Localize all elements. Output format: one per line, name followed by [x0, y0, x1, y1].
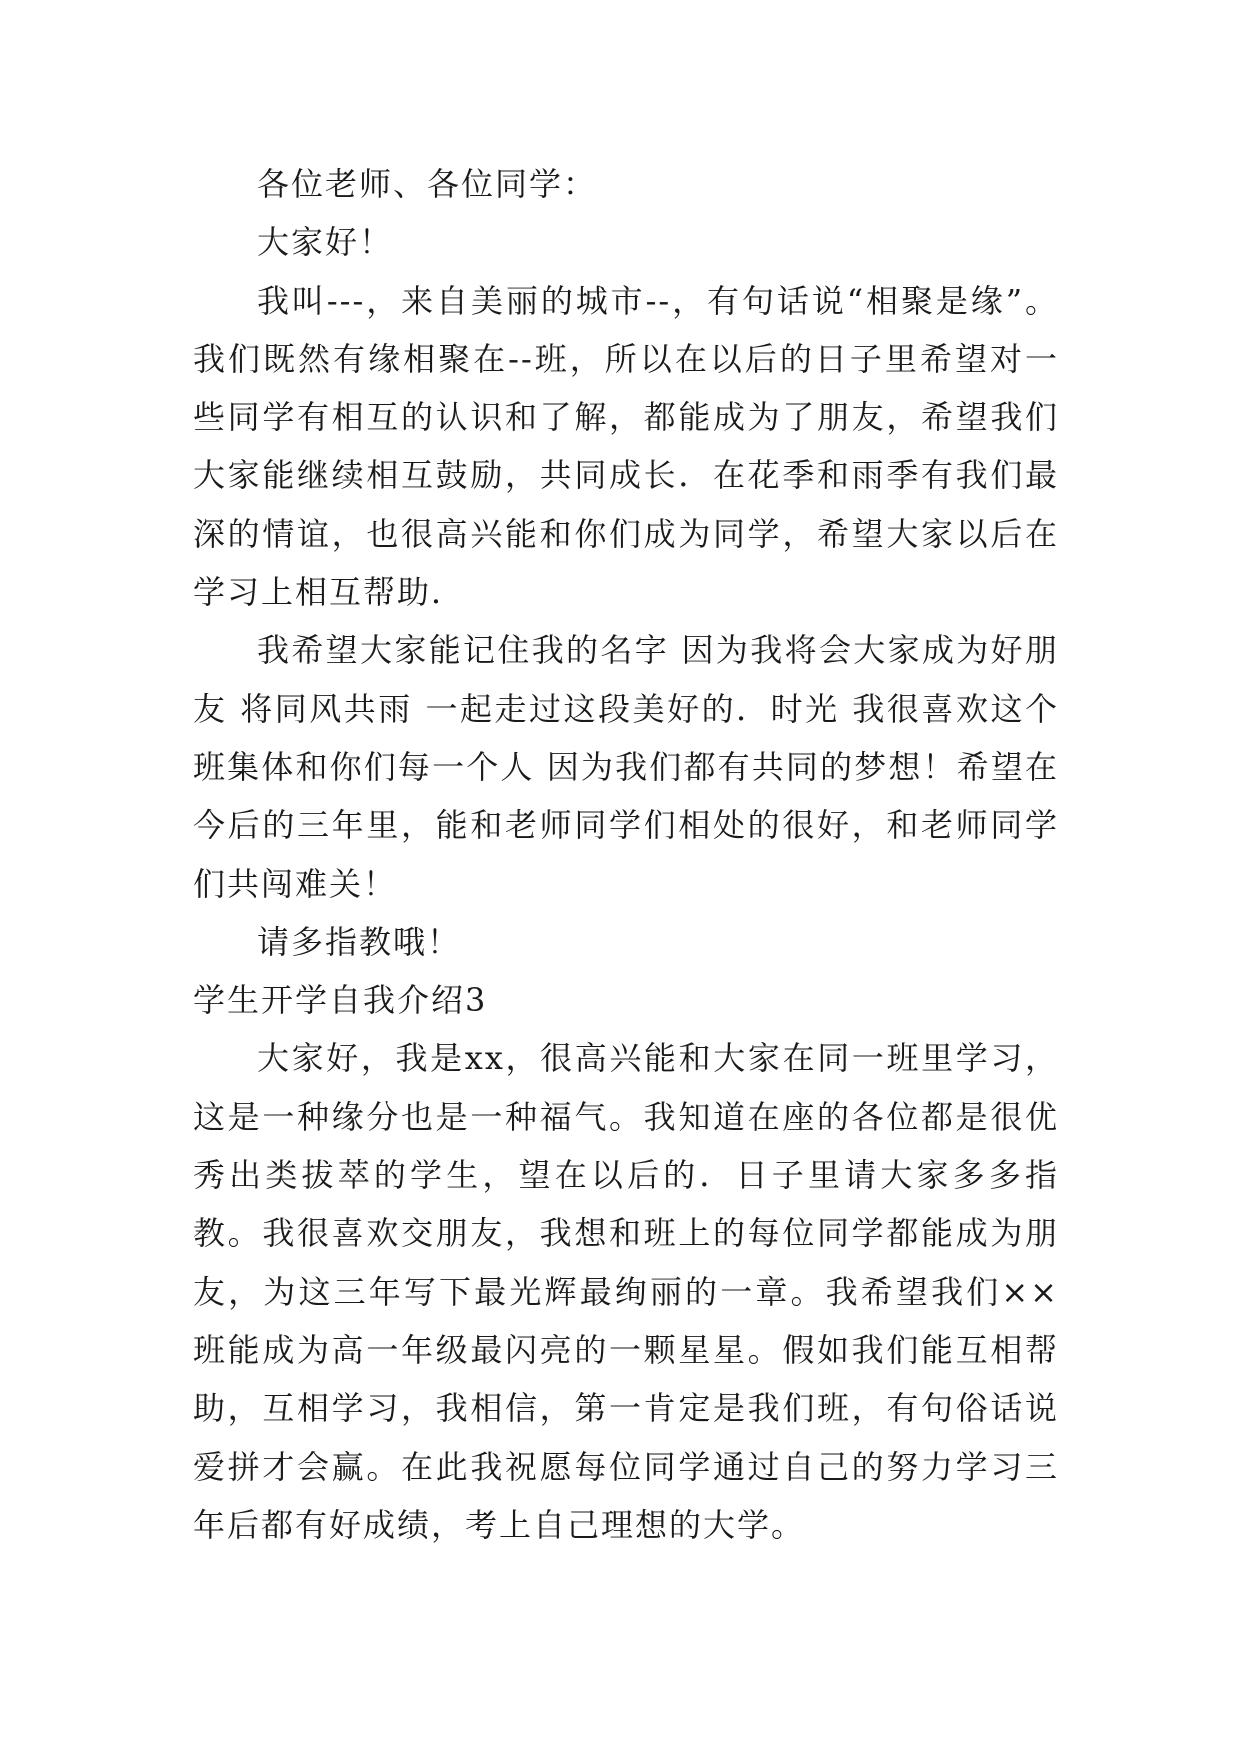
paragraph-self-intro: 大家好，我是xx，很高兴能和大家在同一班里学习，这是一种缘分也是一种福气。我知道在座的各位都是很优秀出类拔萃的学生，望在以后的．日子里请大家多多指教。我很喜欢交朋友，我想和班上的每位同学都能成为朋友，为这三年写下最光辉最绚丽的一章。我希望我们××班能成为高一年级最闪亮的一颗星星。假如我们能互相帮助，互相学习，我相信，第一肯定是我们班，有句俗话说爱拼才会赢。在此我祝愿每位同学通过自己的努力学习三年后都有好成绩，考上自己理想的大学。 [193, 1039, 1059, 1544]
hello-line: 大家好！ [257, 223, 394, 262]
paragraph-intro: 我叫---，来自美丽的城市--，有句话说“相聚是缘”。我们既然有缘相聚在--班，所以在以后的日子里希望对一些同学有相互的认识和了解，都能成为了朋友，希望我们大家能继续相互鼓励，共同成长．在花季和雨季有我们最深的情谊，也很高兴能和你们成为同学，希望大家以后在学习上相互帮助． [193, 281, 1059, 612]
closing-line: 请多指教哦！ [257, 922, 462, 961]
section-title: 学生开学自我介绍3 [193, 981, 488, 1020]
paragraph-hope: 我希望大家能记住我的名字 因为我将会大家成为好朋友 将同风共雨 一起走过这段美好的．时光 我很喜欢这个班集体和你们每一个人 因为我们都有共同的梦想！希望在今后的三年里，能和老师同学们相处的很好，和老师同学们共闯难关！ [193, 631, 1059, 903]
document-body [193, 155, 1059, 1554]
greeting-line: 各位老师、各位同学： [257, 165, 598, 203]
